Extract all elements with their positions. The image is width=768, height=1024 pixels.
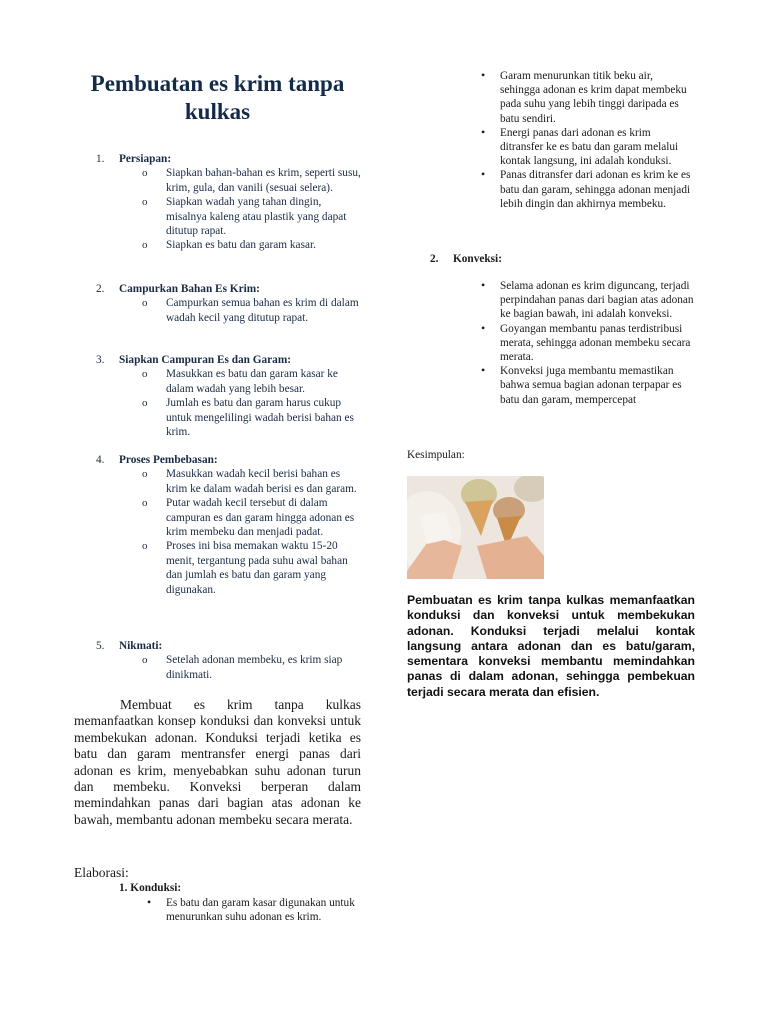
step-number: 2. — [96, 283, 105, 295]
circle-bullet-icon: o — [142, 239, 148, 252]
step-4 — [96, 453, 361, 597]
list-item: o Masukkan wadah kecil berisi bahan es krim ke dalam wadah berisi es dan garam. — [142, 468, 357, 495]
step-number: 4. — [96, 454, 105, 466]
list-item: • Panas ditransfer dari adonan es krim ke es batu dan garam, sehingga adonan menjadi lebih dingin dan akhirnya membeku. — [481, 167, 691, 210]
kesimpulan-label: Kesimpulan: — [407, 449, 465, 461]
step-title: Siapkan Campuran Es dan Garam: — [119, 354, 292, 366]
bullet-icon: • — [481, 363, 486, 378]
summary-paragraph: Pembuatan es krim tanpa kulkas memanfaatkan konduksi dan konveksi untuk membekukan adonan. Konduksi terjadi melalui kontak langsung antara adonan dan es batu/garam, sementara konveksi membantu memindahkan panas di dalam adonan, sehingga pembekuan terjadi secara merata dan efisien. — [407, 593, 695, 699]
list-item: o Siapkan es batu dan garam kasar. — [142, 239, 316, 252]
circle-bullet-icon: o — [142, 468, 148, 481]
list-item: • Goyangan membantu panas terdistribusi merata, sehingga adonan membeku secara merata. — [481, 320, 691, 364]
ice-cream-photo — [407, 476, 544, 579]
konveksi-heading: 2. Konveksi: — [430, 253, 502, 265]
bullet-icon: • — [147, 895, 152, 909]
list-item: o Masukkan es batu dan garam kasar ke dalam wadah yang lebih besar. — [142, 368, 338, 395]
list-item: • Garam menurunkan titik beku air, sehingga adonan es krim dapat membeku pada suhu yang lebih tinggi daripada es batu sendiri. — [481, 68, 687, 125]
list-item: • Es batu dan garam kasar digunakan untuk menurunkan suhu adonan es krim. — [147, 895, 355, 924]
list-item: o Setelah adonan membeku, es krim siap dinikmati. — [142, 654, 343, 681]
step-5 — [96, 639, 361, 682]
bullet-icon: • — [481, 278, 486, 292]
list-item: o Siapkan wadah yang tahan dingin, misalnya kaleng atau plastik yang dapat ditutup rapat. — [142, 196, 347, 238]
step-number: 2. — [430, 253, 439, 265]
list-item: o Jumlah es batu dan garam harus cukup untuk mengelilingi wadah berisi bahan es krim. — [142, 397, 354, 439]
circle-bullet-icon: o — [142, 368, 148, 381]
step-title: Campurkan Bahan Es Krim: — [119, 283, 260, 295]
ice-cream-illustration-icon — [407, 476, 544, 579]
list-item: o Putar wadah kecil tersebut di dalam campuran es dan garam hingga adonan es krim membeku dan menjadi padat. — [142, 497, 355, 539]
konduksi-list-right — [477, 69, 695, 211]
list-item: o Siapkan bahan-bahan es krim, seperti susu, krim, gula, dan vanili (sesuai selera). — [142, 167, 361, 194]
circle-bullet-icon: o — [142, 540, 148, 553]
list-item: o Proses ini bisa memakan waktu 15-20 menit, tergantung pada suhu awal bahan dan jumlah es batu dan garam yang digunakan. — [142, 540, 348, 596]
bullet-icon: • — [481, 68, 486, 82]
circle-bullet-icon: o — [142, 397, 148, 410]
circle-bullet-icon: o — [142, 196, 148, 209]
bullet-icon: • — [481, 167, 486, 182]
step-number: 1. — [96, 153, 105, 165]
circle-bullet-icon: o — [142, 297, 148, 310]
intro-paragraph: Membuat es krim tanpa kulkas memanfaatkan konsep konduksi dan konveksi untuk membekukan adonan. Konduksi terjadi ketika es batu dan garam mentransfer energi panas dari adonan es krim, menyebabkan suhu adonan turun dan membeku. Konveksi berperan dalam memindahkan panas dari bagian atas adonan ke bawah, membantu adonan membeku secara merata. — [74, 697, 361, 827]
step-1 — [96, 152, 361, 253]
circle-bullet-icon: o — [142, 497, 148, 510]
list-item: o Campurkan semua bahan es krim di dalam wadah kecil yang ditutup rapat. — [142, 297, 359, 324]
step-2 — [96, 282, 361, 325]
elaborasi-label: Elaborasi: — [74, 865, 129, 880]
step-title: Proses Pembebasan: — [119, 454, 218, 466]
konduksi-list-left — [143, 896, 359, 924]
bullet-icon: • — [481, 124, 486, 139]
list-item: • Selama adonan es krim diguncang, terjadi perpindahan panas dari bagian atas adonan ke bagian bawah, ini adalah konveksi. — [481, 278, 694, 321]
step-title: Nikmati: — [119, 640, 163, 652]
step-3 — [96, 353, 361, 439]
konveksi-list — [477, 279, 695, 407]
step-number: 5. — [96, 640, 105, 652]
list-item: • Energi panas dari adonan es krim ditransfer ke es batu dan garam melalui kontak langsung, ini adalah konduksi. — [481, 124, 679, 168]
step-number: 3. — [96, 354, 105, 366]
bullet-icon: • — [481, 320, 486, 335]
circle-bullet-icon: o — [142, 654, 148, 667]
list-item: • Konveksi juga membantu memastikan bahwa semua bagian adonan terpapar es batu dan garam, mempercepat — [481, 363, 682, 406]
page-title: Pembuatan es krim tanpa kulkas — [90, 71, 345, 124]
konduksi-heading: 1. Konduksi: — [119, 882, 182, 894]
step-title: Persiapan: — [119, 153, 172, 165]
circle-bullet-icon: o — [142, 167, 148, 180]
